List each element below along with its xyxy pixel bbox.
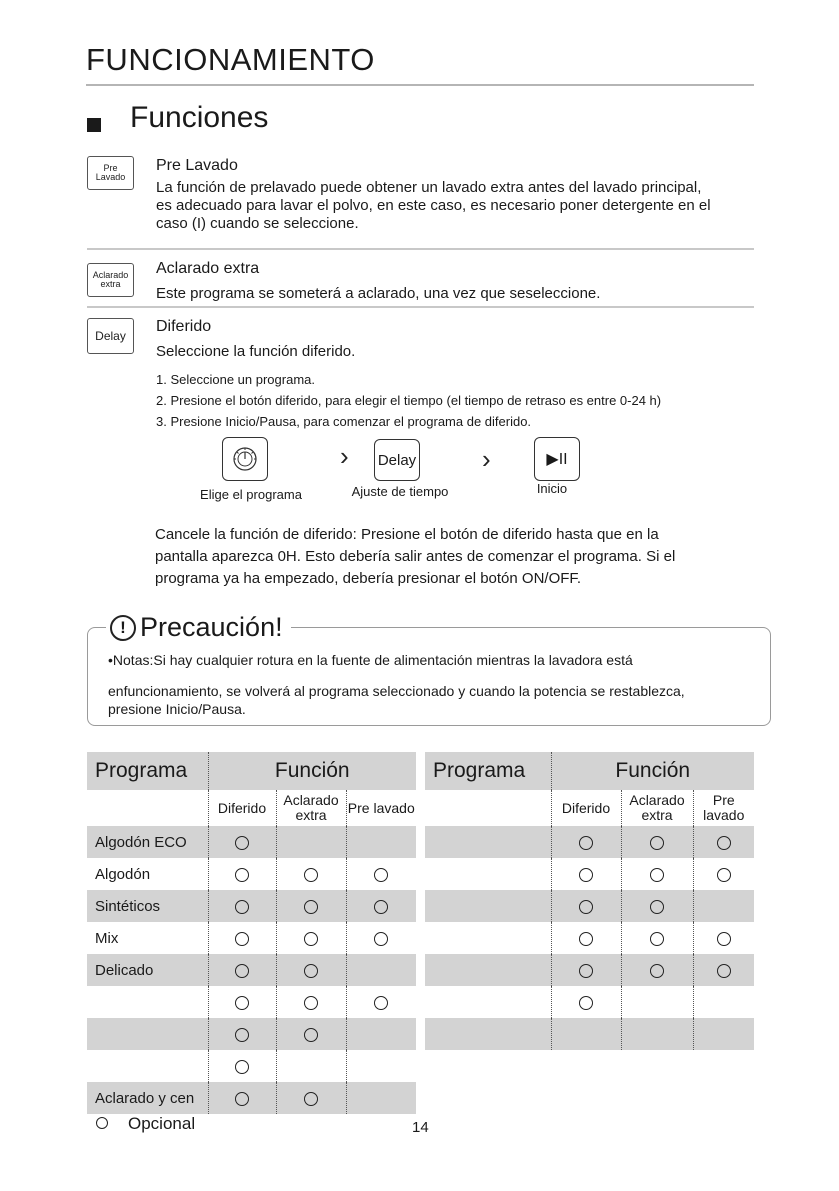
col-diferido: Diferido <box>208 790 276 826</box>
function-cell <box>693 986 754 1018</box>
optional-circle-icon <box>650 900 664 914</box>
pre-lavado-line-2: es adecuado para lavar el polvo, en este caso, es necesario poner detergente en el <box>156 197 711 214</box>
function-cell <box>208 1082 276 1114</box>
function-cell <box>551 826 621 858</box>
function-cell <box>693 922 754 954</box>
table-body <box>87 826 416 1114</box>
function-cell <box>276 1018 346 1050</box>
program-name <box>425 954 551 986</box>
function-cell <box>276 826 346 858</box>
empty-cell <box>425 790 551 826</box>
function-cell <box>346 890 416 922</box>
function-cell <box>346 986 416 1018</box>
table-row <box>87 858 416 890</box>
function-cell <box>551 890 621 922</box>
optional-circle-icon <box>374 932 388 946</box>
function-cell <box>346 1082 416 1114</box>
optional-circle-icon <box>304 932 318 946</box>
optional-circle-icon <box>235 1092 249 1106</box>
optional-circle-icon <box>717 964 731 978</box>
table-row <box>425 954 754 986</box>
aclarado-extra-button-icon <box>87 263 134 297</box>
optional-circle-icon <box>579 964 593 978</box>
caution-line-3: presione Inicio/Pausa. <box>108 701 246 717</box>
function-cell <box>346 954 416 986</box>
optional-circle-icon <box>374 996 388 1010</box>
function-cell <box>208 890 276 922</box>
optional-circle-icon <box>235 1060 249 1074</box>
function-cell <box>621 890 693 922</box>
function-cell <box>208 986 276 1018</box>
optional-circle-icon <box>235 868 249 882</box>
cancel-delay-paragraph <box>155 524 765 590</box>
function-cell <box>346 1018 416 1050</box>
table-row <box>425 826 754 858</box>
page-title: FUNCIONAMIENTO <box>86 42 375 77</box>
table-row <box>425 986 754 1018</box>
col-diferido: Diferido <box>551 790 621 826</box>
function-cell <box>208 1018 276 1050</box>
optional-circle-icon <box>304 1092 318 1106</box>
flow-step2-caption: Ajuste de tiempo <box>351 484 449 499</box>
delay-key-icon: Delay <box>374 439 420 481</box>
diferido-description: Seleccione la función diferido. <box>156 343 356 360</box>
pre-lavado-button-icon <box>87 156 134 190</box>
function-cell <box>276 922 346 954</box>
aclarado-extra-title: Aclarado extra <box>156 260 260 277</box>
table-row <box>87 922 416 954</box>
optional-circle-icon <box>579 868 593 882</box>
dial-graphic <box>232 446 258 472</box>
table-row <box>425 858 754 890</box>
table-row <box>87 1082 416 1114</box>
caution-line-2: enfuncionamiento, se volverá al programa seleccionado y cuando la potencia se restablezca, <box>108 683 685 699</box>
delay-step: 1. Seleccione un programa. <box>156 372 315 387</box>
pre-lavado-title: Pre Lavado <box>156 157 238 174</box>
function-cell <box>621 986 693 1018</box>
function-cell <box>208 858 276 890</box>
pre-lavado-line-1: La función de prelavado puede obtener un lavado extra antes del lavado principal, <box>156 179 702 196</box>
play-pause-icon: ▶II <box>534 437 580 481</box>
caution-heading <box>106 612 291 643</box>
function-cell <box>551 1018 621 1050</box>
function-cell <box>208 1050 276 1082</box>
program-name: Sintéticos <box>87 890 208 922</box>
table-row <box>87 826 416 858</box>
program-name: Algodón <box>87 858 208 890</box>
function-cell <box>551 922 621 954</box>
table-body <box>425 826 754 1050</box>
program-name <box>425 858 551 890</box>
delay-step: 2. Presione el botón diferido, para elegir el tiempo (el tiempo de retraso es entre 0-24 h) <box>156 393 662 408</box>
function-cell <box>276 1082 346 1114</box>
function-cell <box>693 1018 754 1050</box>
program-name: Mix <box>87 922 208 954</box>
pre-lavado-description <box>156 179 796 233</box>
function-cell <box>693 954 754 986</box>
function-cell <box>551 986 621 1018</box>
function-cell <box>346 858 416 890</box>
program-function-table-left <box>87 752 416 1114</box>
warning-icon: ! <box>110 615 136 641</box>
program-dial-icon <box>222 437 268 481</box>
pre-lavado-icon-line1: Pre <box>103 163 118 173</box>
optional-circle-icon <box>235 932 249 946</box>
optional-circle-icon <box>304 964 318 978</box>
function-cell <box>621 954 693 986</box>
pre-lavado-icon-line2: Lavado <box>95 172 126 182</box>
function-cell <box>551 858 621 890</box>
program-name <box>425 890 551 922</box>
optional-circle-icon <box>235 964 249 978</box>
diferido-title: Diferido <box>156 318 212 335</box>
col-pre-lavado: Pre lavado <box>347 799 415 816</box>
chevron-right-icon: › <box>340 441 349 471</box>
function-cell <box>208 826 276 858</box>
optional-circle-icon <box>304 868 318 882</box>
flow-step3-caption: Inicio <box>536 481 568 496</box>
function-cell <box>693 858 754 890</box>
optional-circle-icon <box>374 900 388 914</box>
table-row <box>87 986 416 1018</box>
table-row <box>425 890 754 922</box>
aclarado-extra-description: Este programa se someterá a aclarado, una vez que seseleccione. <box>156 285 601 302</box>
optional-circle-icon <box>650 868 664 882</box>
funcion-header: Función <box>208 752 416 790</box>
function-cell <box>346 826 416 858</box>
delay-button-icon <box>87 318 134 354</box>
function-cell <box>276 1050 346 1082</box>
optional-circle-icon <box>650 964 664 978</box>
function-cell <box>621 922 693 954</box>
function-cell <box>276 890 346 922</box>
program-function-table-right <box>425 752 754 1050</box>
aclarado-icon-line2: extra <box>100 279 121 289</box>
program-name <box>425 922 551 954</box>
function-cell <box>346 922 416 954</box>
col-pre-lavado: Pre lavado <box>703 792 745 823</box>
table-row <box>87 1050 416 1082</box>
empty-cell <box>87 790 208 826</box>
function-cell <box>276 954 346 986</box>
optional-circle-icon <box>579 932 593 946</box>
table-row <box>425 922 754 954</box>
program-name <box>87 1018 208 1050</box>
funcion-header: Función <box>551 752 754 790</box>
divider <box>87 306 754 308</box>
table-row <box>87 954 416 986</box>
program-name: Algodón ECO <box>87 826 208 858</box>
optional-circle-icon <box>650 836 664 850</box>
function-cell <box>621 1018 693 1050</box>
optional-circle-icon <box>304 900 318 914</box>
function-cell <box>208 954 276 986</box>
cancel-line: Cancele la función de diferido: Presione el botón de diferido hasta que en la <box>155 526 659 543</box>
optional-circle-icon <box>96 1117 108 1129</box>
function-cell <box>693 890 754 922</box>
delay-steps-list <box>156 369 776 432</box>
program-name <box>425 1018 551 1050</box>
function-cell <box>276 986 346 1018</box>
chevron-right-icon: › <box>482 444 491 474</box>
cancel-line: pantalla aparezca 0H. Esto debería salir antes de comenzar el programa. Si el <box>155 548 676 565</box>
optional-circle-icon <box>579 996 593 1010</box>
optional-circle-icon <box>235 836 249 850</box>
optional-circle-icon <box>717 932 731 946</box>
col-aclarado-extra: Aclarado extra <box>621 790 693 826</box>
title-rule <box>86 84 754 86</box>
legend-label: Opcional <box>128 1114 196 1133</box>
function-cell <box>208 922 276 954</box>
optional-circle-icon <box>374 868 388 882</box>
optional-circle-icon <box>235 900 249 914</box>
function-cell <box>621 826 693 858</box>
table-row <box>87 1018 416 1050</box>
col-aclarado-extra: Aclarado extra <box>276 790 346 826</box>
function-cell <box>551 954 621 986</box>
function-cell <box>276 858 346 890</box>
pre-lavado-line-3: caso (I) cuando se seleccione. <box>156 215 359 232</box>
section-bullet <box>87 118 101 132</box>
table-row <box>425 1018 754 1050</box>
table-row <box>87 890 416 922</box>
flow-step1-caption: Elige el programa <box>200 487 302 502</box>
caution-title: Precaución! <box>140 612 283 642</box>
program-name: Delicado <box>87 954 208 986</box>
programa-header: Programa <box>425 752 551 790</box>
divider <box>87 248 754 250</box>
cancel-line: programa ya ha empezado, debería presionar el botón ON/OFF. <box>155 570 582 587</box>
programa-header: Programa <box>87 752 208 790</box>
optional-circle-icon <box>717 868 731 882</box>
delay-step: 3. Presione Inicio/Pausa, para comenzar el programa de diferido. <box>156 414 532 429</box>
caution-line-1: •Notas:Si hay cualquier rotura en la fuente de alimentación mientras la lavadora está <box>108 652 633 668</box>
optional-circle-icon <box>235 996 249 1010</box>
optional-circle-icon <box>717 836 731 850</box>
delay-icon-label: Delay <box>95 329 126 343</box>
program-name <box>87 986 208 1018</box>
optional-circle-icon <box>650 932 664 946</box>
section-title: Funciones <box>130 101 269 134</box>
optional-circle-icon <box>579 900 593 914</box>
function-cell <box>346 1050 416 1082</box>
optional-circle-icon <box>304 1028 318 1042</box>
program-name <box>87 1050 208 1082</box>
aclarado-icon-line1: Aclarado <box>92 270 129 280</box>
function-cell <box>693 826 754 858</box>
page-number: 14 <box>412 1119 429 1136</box>
program-name <box>425 986 551 1018</box>
optional-circle-icon <box>579 836 593 850</box>
optional-circle-icon <box>235 1028 249 1042</box>
program-name: Aclarado y cen <box>87 1082 208 1114</box>
optional-circle-icon <box>304 996 318 1010</box>
function-cell <box>621 858 693 890</box>
program-name <box>425 826 551 858</box>
